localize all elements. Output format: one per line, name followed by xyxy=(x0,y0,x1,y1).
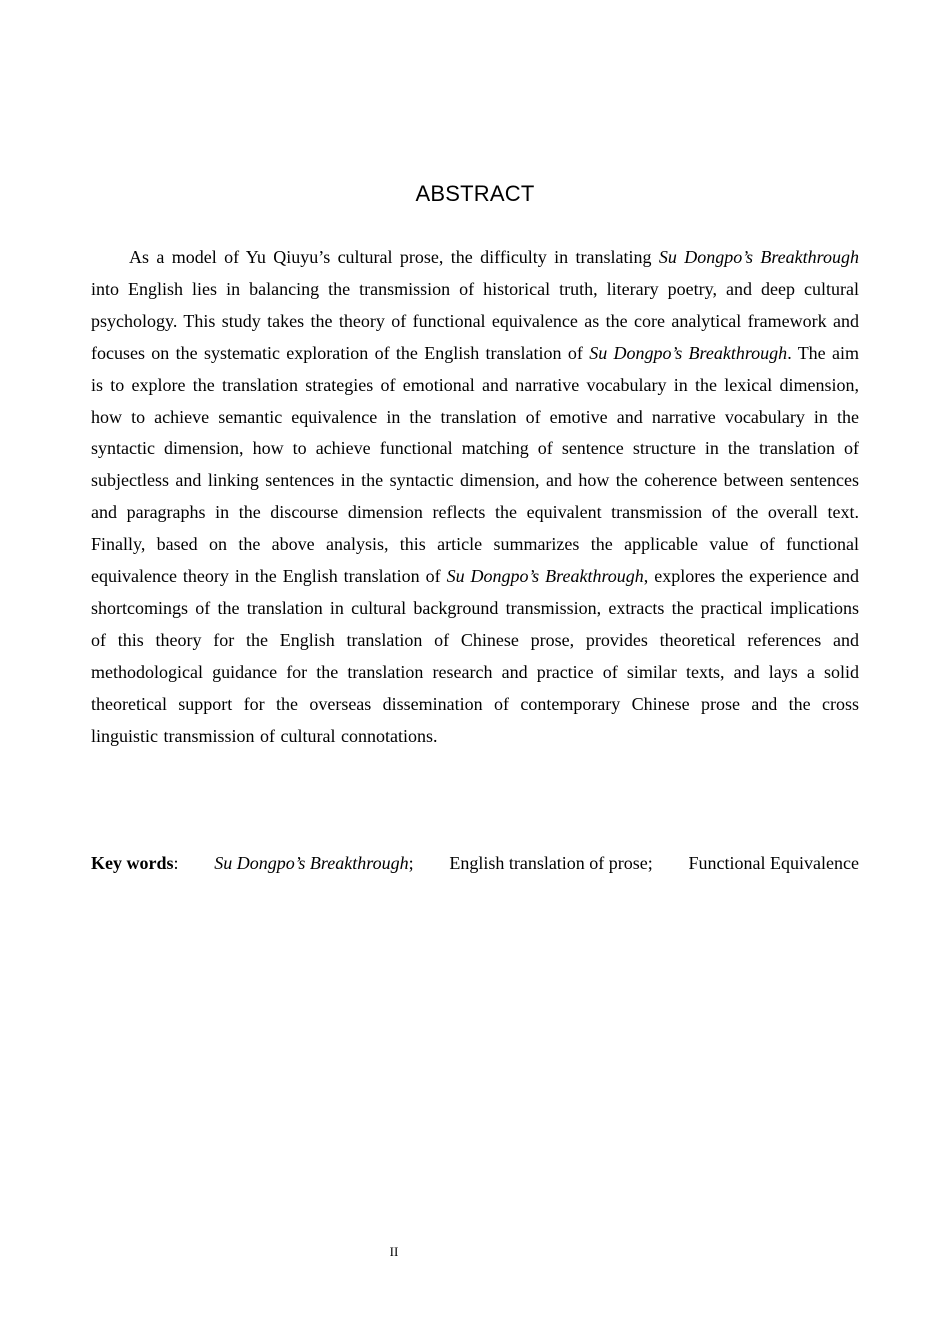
keyword-item: English translation of prose; xyxy=(449,853,653,873)
keyword-item: Su Dongpo’s Breakthrough; xyxy=(214,853,414,873)
abstract-text-part-4: , explores the experience and shortcomings of the translation in cultural background transmission, extracts the practical implications of this theory for the English translation of Chinese prose, provides theoretical references and methodological guidance for the translation research and practice of similar texts, and lays a solid theoretical support for the overseas dissemination of contemporary Chinese prose and the cross linguistic transmission of cultural connotations. xyxy=(91,566,859,746)
book-title: Su Dongpo’s Breakthrough xyxy=(589,342,788,363)
abstract-text-part-3: . The aim is to explore the translation strategies of emotional and narrative vocabulary in the lexical dimension, how to achieve semantic equivalence in the translation of emotive and narrative vocabulary in the syntactic dimension, how to achieve functional matching of sentence structure in the translation of subjectless and linking sentences in the syntactic dimension, and how the coherence between sentences and paragraphs in the discourse dimension reflects the equivalent transmission of the overall text. Finally, based on the above analysis, this article summarizes the applicable value of functional equivalence theory in the English translation of xyxy=(91,342,859,587)
abstract-paragraph xyxy=(91,242,859,753)
keyword-item: Functional Equivalence xyxy=(688,853,859,873)
keywords-label-group xyxy=(91,848,179,879)
book-title: Su Dongpo’s Breakthrough xyxy=(446,566,644,587)
keywords-line xyxy=(91,848,859,879)
keywords-colon: : xyxy=(173,853,179,873)
keyword-separator: ; xyxy=(647,853,653,873)
abstract-text-part-1: As a model of Yu Qiuyu’s cultural prose, the difficulty in translating xyxy=(129,247,659,267)
book-title: Su Dongpo’s Breakthrough xyxy=(658,247,859,267)
keyword-separator: ; xyxy=(408,853,414,873)
keywords-label: Key words xyxy=(91,853,174,873)
page-number: II xyxy=(389,1244,399,1259)
abstract-text-part-2: into English lies in balancing the transmission of historical truth, literary poetry, and deep cultural psychology. This study takes the theory of functional equivalence as the core analytical framework and focuses on the systematic exploration of the English translation of xyxy=(91,278,859,363)
abstract-title: ABSTRACT xyxy=(415,181,535,206)
